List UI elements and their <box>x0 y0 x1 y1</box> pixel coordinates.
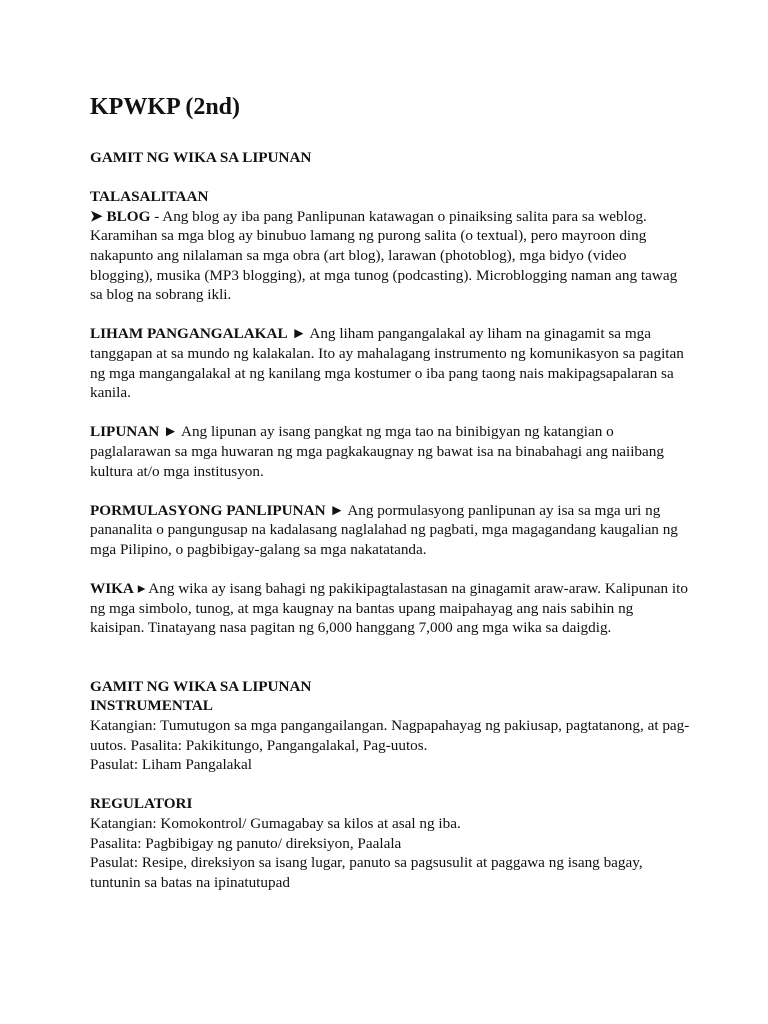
regulatori-pasulat: Pasulat: Resipe, direksiyon sa isang lugar, panuto sa pagsusulit at paggawa ng isang bagay, tuntunin sa batas na ipinatutupad <box>90 854 643 891</box>
glossary-heading: TALASALITAAN <box>90 188 209 206</box>
entry-term: PORMULASYONG PANLIPUNAN <box>90 501 326 519</box>
entry-text: ► Ang lipunan ay isang pangkat ng mga tao na binibigyan ng katangian o paglalarawan sa mga huwaran ng mga pagkakaugnay ng bawat isa na binabahagi ang naiibang kultura at/o mga institusyon. <box>90 423 664 480</box>
entry-text: - Ang blog ay iba pang Panlipunan katawagan o pinaiksing salita para sa weblog. Karamihan sa mga blog ay binubuo lamang ng purong salita (o textual), pero mayroon ding nakapunto ang nilalaman sa mga obra (art blog), larawan (photoblog), mga bidyo (video blogging), musika (MP3 blogging), at mga tunog (podcasting). Microblogging naman ang tawag sa blog na sobrang ikli. <box>90 207 678 304</box>
section-heading-gamit-2: GAMIT NG WIKA SA LIPUNAN <box>90 677 312 695</box>
entry-term: LIPUNAN <box>90 423 160 441</box>
instrumental-heading: INSTRUMENTAL <box>90 697 213 715</box>
document-page <box>90 92 690 892</box>
entry-liham-pangangalakal <box>90 324 690 402</box>
entry-wika <box>90 579 690 638</box>
regulatori-heading: REGULATORI <box>90 795 193 813</box>
regulatori-katangian: Katangian: Komokontrol/ Gumagabay sa kilos at asal ng iba. <box>90 815 461 832</box>
entry-pormulasyong-panlipunan <box>90 501 690 560</box>
instrumental-katangian: Katangian: Tumutugon sa mga pangangailangan. Nagpapahayag ng pakiusap, pagtatanong, at pag- uutos. Pasalita: Pakikitungo, Pangangalakal, Pag-uutos. <box>90 717 690 754</box>
entry-text: ► Ang pormulasyong panlipunan ay isa sa mga uri ng pananalita o pangungusap na kadalasang naglalahad ng pagbati, mga magagandang kaugalian ng mga Pilipino, o pagbibigay-galang sa mga nakatatanda. <box>90 501 678 558</box>
entry-lipunan <box>90 422 690 481</box>
entry-term: LIHAM PANGANGALAKAL <box>90 325 288 343</box>
instrumental-pasulat: Pasulat: Liham Pangalakal <box>90 756 252 774</box>
entry-term: WIKA <box>90 580 134 598</box>
document-title: KPWKP (2nd) <box>90 94 241 120</box>
entry-text: ▸ Ang wika ay isang bahagi ng pakikipagtalastasan na ginagamit araw-araw. Kalipunan ito ng mga simbolo, tunog, at mga kaugnay na bantas upang maipahayag ang nais sabihin ng kaisipan. Tinatayang nasa pagitan ng 6,000 hanggang 7,000 ang mga wika sa daigdig. <box>90 580 688 637</box>
regulatori-pasalita: Pasalita: Pagbibigay ng panuto/ direksiyon, Paalala <box>90 834 402 852</box>
entry-blog <box>90 207 690 305</box>
entry-text: ► Ang liham pangangalakal ay liham na ginagamit sa mga tanggapan at sa mundo ng kalakalan. Ito ay mahalagang instrumento ng komunikasyon sa pagitan ng mga mangangalakal at ng kanilang mga kostumer o iba pang taong nais makipagsapalaran sa kanila. <box>90 325 684 402</box>
entry-term: ➤ BLOG <box>90 207 151 225</box>
section-heading-gamit: GAMIT NG WIKA SA LIPUNAN <box>90 149 312 166</box>
